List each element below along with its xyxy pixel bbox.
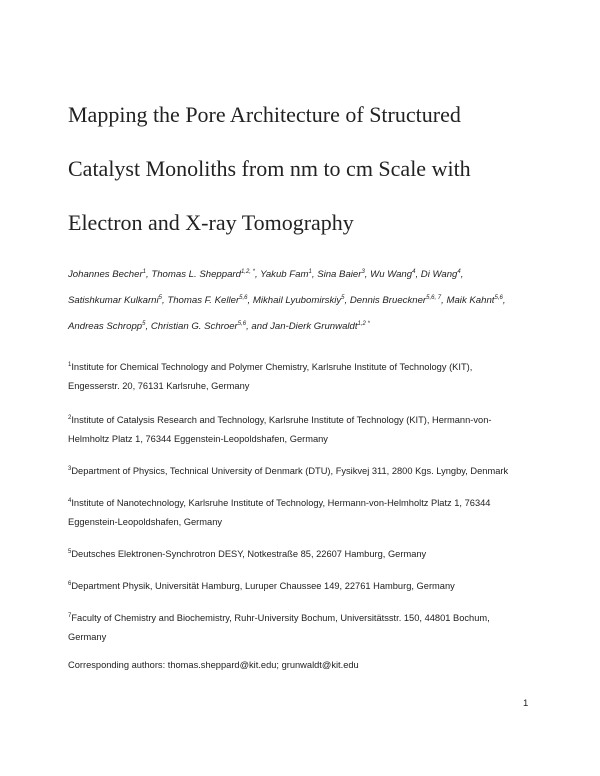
- author-name: Wu Wang: [370, 269, 413, 280]
- affiliation-number: 1: [68, 361, 72, 368]
- author-name: Thomas F. Keller: [167, 295, 240, 306]
- affiliation-2: [68, 411, 543, 449]
- affiliation-5: [68, 545, 543, 564]
- author-name: Johannes Becher: [68, 269, 143, 280]
- author-affiliation-sup: 5,6, 7: [426, 294, 442, 301]
- author-affiliation-sup: 5,6: [494, 294, 503, 301]
- title-line-2: Catalyst Monoliths from nm to cm Scale with: [68, 156, 471, 181]
- author-entry: [151, 321, 246, 332]
- author-entry: [260, 269, 312, 280]
- author-entry: [446, 295, 502, 306]
- affiliation-text: Eggenstein-Leopoldshafen, Germany: [68, 517, 223, 527]
- affiliation-text: Helmholtz Platz 1, 76344 Eggenstein-Leopoldshafen, Germany: [68, 434, 328, 444]
- affiliation-6: [68, 577, 543, 596]
- affiliation-number: 2: [68, 414, 72, 421]
- author-name: Satishkumar Kulkarni: [68, 295, 159, 306]
- author-affiliation-sup: 5,6: [239, 294, 248, 301]
- affiliation-text: Institute of Catalysis Research and Technology, Karlsruhe Institute of Technology (KIT), Hermann-von-: [71, 415, 492, 425]
- author-affiliation-sup: 3: [361, 268, 365, 275]
- author-affiliation-sup: 1,2, *: [240, 268, 255, 275]
- author-entry: [270, 321, 370, 332]
- affiliation-text: Engesserstr. 20, 76131 Karlsruhe, Germany: [68, 381, 250, 391]
- author-affiliation-sup: 5,6: [237, 320, 247, 327]
- affiliation-text: Department of Physics, Technical University of Denmark (DTU), Fysikvej 311, 2800 Kgs. Lyngby, Denmark: [71, 466, 509, 476]
- author-list: Johannes Becher$^1$, Thomas L. Sheppard$^{1,2, *}$, Yakub Fam$^1$, Sina Baier$^3$, Wu Wang$^4$, Di Wang$^4$, Satishkumar Kulkarni$^5$, Thomas F. Keller$^{5,6}$, Mikhail Lyubomirskiy$^5$, Dennis Brueckner$^{5,6, 7}$, Maik Kahnt$^{5,6}$, Andreas Schropp$^5$, Christian G. Schroer$^{5,6}$, and Jan-Dierk Grunwaldt$^{1,2 *}$: [68, 268, 506, 332]
- affiliation-number: 5: [68, 548, 72, 555]
- affiliation-number: 7: [68, 612, 72, 619]
- corresponding-authors: Corresponding authors: thomas.sheppard@kit.edu; grunwaldt@kit.edu: [68, 660, 359, 670]
- affiliation-text: Deutsches Elektronen-Synchrotron DESY, Notkestraße 85, 22607 Hamburg, Germany: [71, 549, 427, 559]
- author-entry: [350, 295, 441, 306]
- affiliation-4: [68, 494, 543, 532]
- author-entry: [68, 321, 145, 332]
- author-name: Maik Kahnt: [446, 295, 495, 306]
- author-affiliation-sup: 5: [158, 294, 162, 301]
- author-entry: [370, 269, 415, 280]
- affiliation-number: 4: [68, 497, 72, 504]
- author-name: Jan-Dierk Grunwaldt: [270, 321, 358, 332]
- author-name: Thomas L. Sheppard: [151, 269, 241, 280]
- affiliation-text: Faculty of Chemistry and Biochemistry, Ruhr-University Bochum, Universitätsstr. 150, 44801 Bochum,: [71, 613, 490, 623]
- author-affiliation-sup: 1,2 *: [357, 320, 370, 327]
- author-name: Christian G. Schroer: [150, 321, 238, 332]
- author-entry: [68, 269, 146, 280]
- author-affiliation-sup: 5: [341, 294, 345, 301]
- author-entry: [253, 295, 345, 306]
- author-name: Mikhail Lyubomirskiy: [252, 295, 342, 306]
- affiliation-text: Germany: [68, 632, 107, 642]
- author-entry: [317, 269, 365, 280]
- affiliation-1: [68, 358, 543, 396]
- title-line-1: Mapping the Pore Architecture of Structured: [68, 102, 461, 127]
- author-name: Yakub Fam: [260, 269, 309, 280]
- affiliation-7: [68, 609, 543, 647]
- author-affiliation-sup: 1: [308, 268, 312, 275]
- author-name: Sina Baier: [317, 269, 362, 280]
- author-name: Di Wang: [420, 269, 458, 280]
- author-entry: [421, 269, 461, 280]
- author-entry: [68, 295, 162, 306]
- author-entry: [151, 269, 255, 280]
- paper-title: [68, 88, 538, 250]
- affiliation-text: Department Physik, Universität Hamburg, Luruper Chaussee 149, 22761 Hamburg, Germany: [71, 581, 455, 591]
- author-affiliation-sup: 4: [457, 268, 461, 275]
- author-affiliation-sup: 1: [142, 268, 147, 275]
- affiliation-text: Institute for Chemical Technology and Polymer Chemistry, Karlsruhe Institute of Technology (KIT),: [71, 362, 473, 372]
- affiliation-number: 3: [68, 465, 72, 472]
- affiliation-number: 6: [68, 580, 72, 587]
- author-name: Andreas Schropp: [68, 321, 143, 332]
- page-number: 1: [523, 698, 529, 709]
- author-name: Dennis Brueckner: [349, 295, 427, 306]
- affiliation-3: [68, 462, 543, 481]
- author-affiliation-sup: 5: [142, 320, 146, 327]
- title-line-3: Electron and X-ray Tomography: [68, 210, 354, 235]
- affiliation-text: Institute of Nanotechnology, Karlsruhe Institute of Technology, Hermann-von-Helmholtz Platz 1, 76344: [71, 498, 491, 508]
- author-affiliation-sup: 4: [412, 268, 416, 275]
- author-entry: [167, 295, 247, 306]
